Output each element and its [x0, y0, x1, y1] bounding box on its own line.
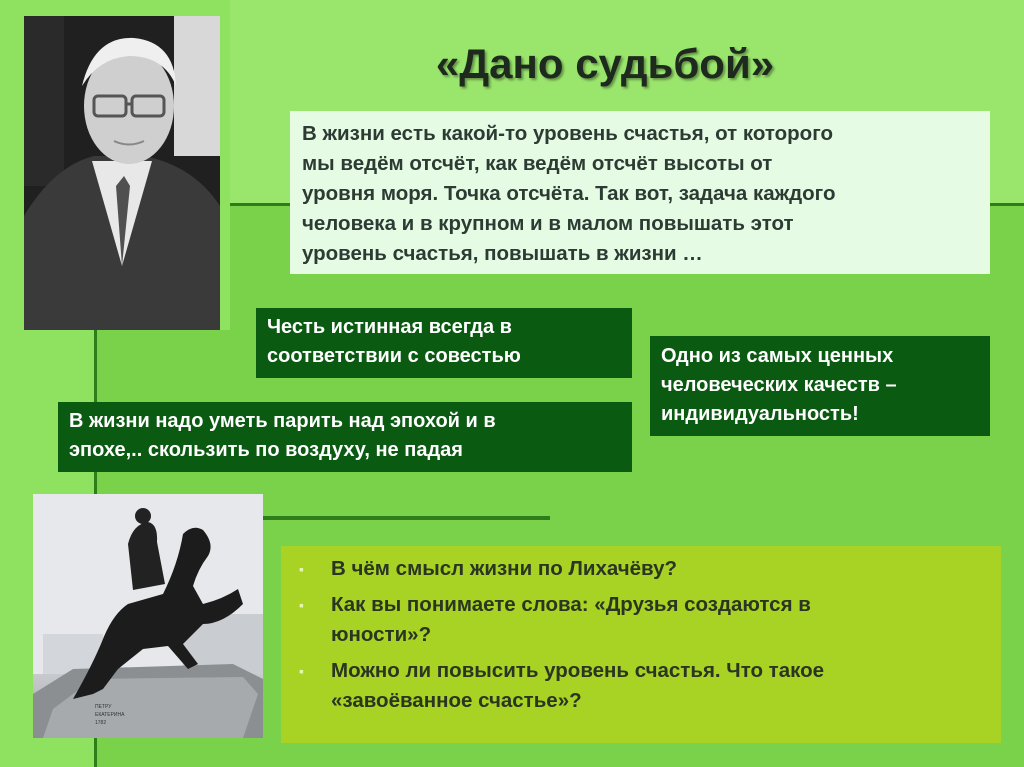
quote-line: человека и в крупном и в малом повышать этот — [302, 212, 794, 235]
happiness-quote — [290, 111, 990, 274]
honor-line: соответствии с совестью — [267, 345, 521, 367]
individuality-line: человеческих качеств – — [661, 374, 897, 396]
portrait-photo — [24, 16, 220, 330]
quote-line: уровня моря. Точка отсчёта. Так вот, задача каждого — [302, 182, 836, 205]
question-text: В чём смысл жизни по Лихачёву? — [331, 557, 678, 580]
bullet-icon: ▪ — [299, 663, 304, 679]
epoch-line: эпохе,.. скользить по воздуху, не падая — [69, 439, 463, 461]
individuality-line: индивидуальность! — [661, 403, 859, 425]
quote-line: уровень счастья, повышать в жизни … — [302, 242, 703, 265]
question-item — [295, 590, 987, 650]
plaque-line-3: 1782 — [95, 720, 107, 726]
question-item — [295, 656, 987, 716]
honor-line: Честь истинная всегда в — [267, 316, 512, 338]
question-text: юности»? — [331, 623, 432, 646]
plaque-line-1: ПЕТРУ — [95, 704, 112, 710]
question-text: Можно ли повысить уровень счастья. Что такое — [331, 659, 825, 682]
question-text: «завоёванное счастье»? — [331, 689, 582, 712]
quote-line: В жизни есть какой-то уровень счастья, от которого — [302, 122, 833, 145]
epoch-quote — [58, 402, 632, 472]
honor-quote — [256, 308, 632, 378]
quote-line: мы ведём отсчёт, как ведём отсчёт высоты от — [302, 152, 773, 175]
question-item — [295, 554, 987, 584]
plaque-line-2: ЕКАТЕРИНА — [95, 712, 125, 718]
question-text: Как вы понимаете слова: «Друзья создаются в — [331, 593, 811, 616]
epoch-line: В жизни надо уметь парить над эпохой и в — [69, 410, 496, 432]
bullet-icon: ▪ — [299, 561, 304, 577]
questions-list — [281, 546, 1001, 743]
bullet-icon: ▪ — [299, 597, 304, 613]
individuality-quote — [650, 336, 990, 436]
divider-line-middle — [260, 516, 550, 520]
page-title: «Дано судьбой» — [435, 40, 775, 87]
individuality-line: Одно из самых ценных — [661, 345, 894, 367]
bronze-horseman-photo — [33, 494, 263, 738]
